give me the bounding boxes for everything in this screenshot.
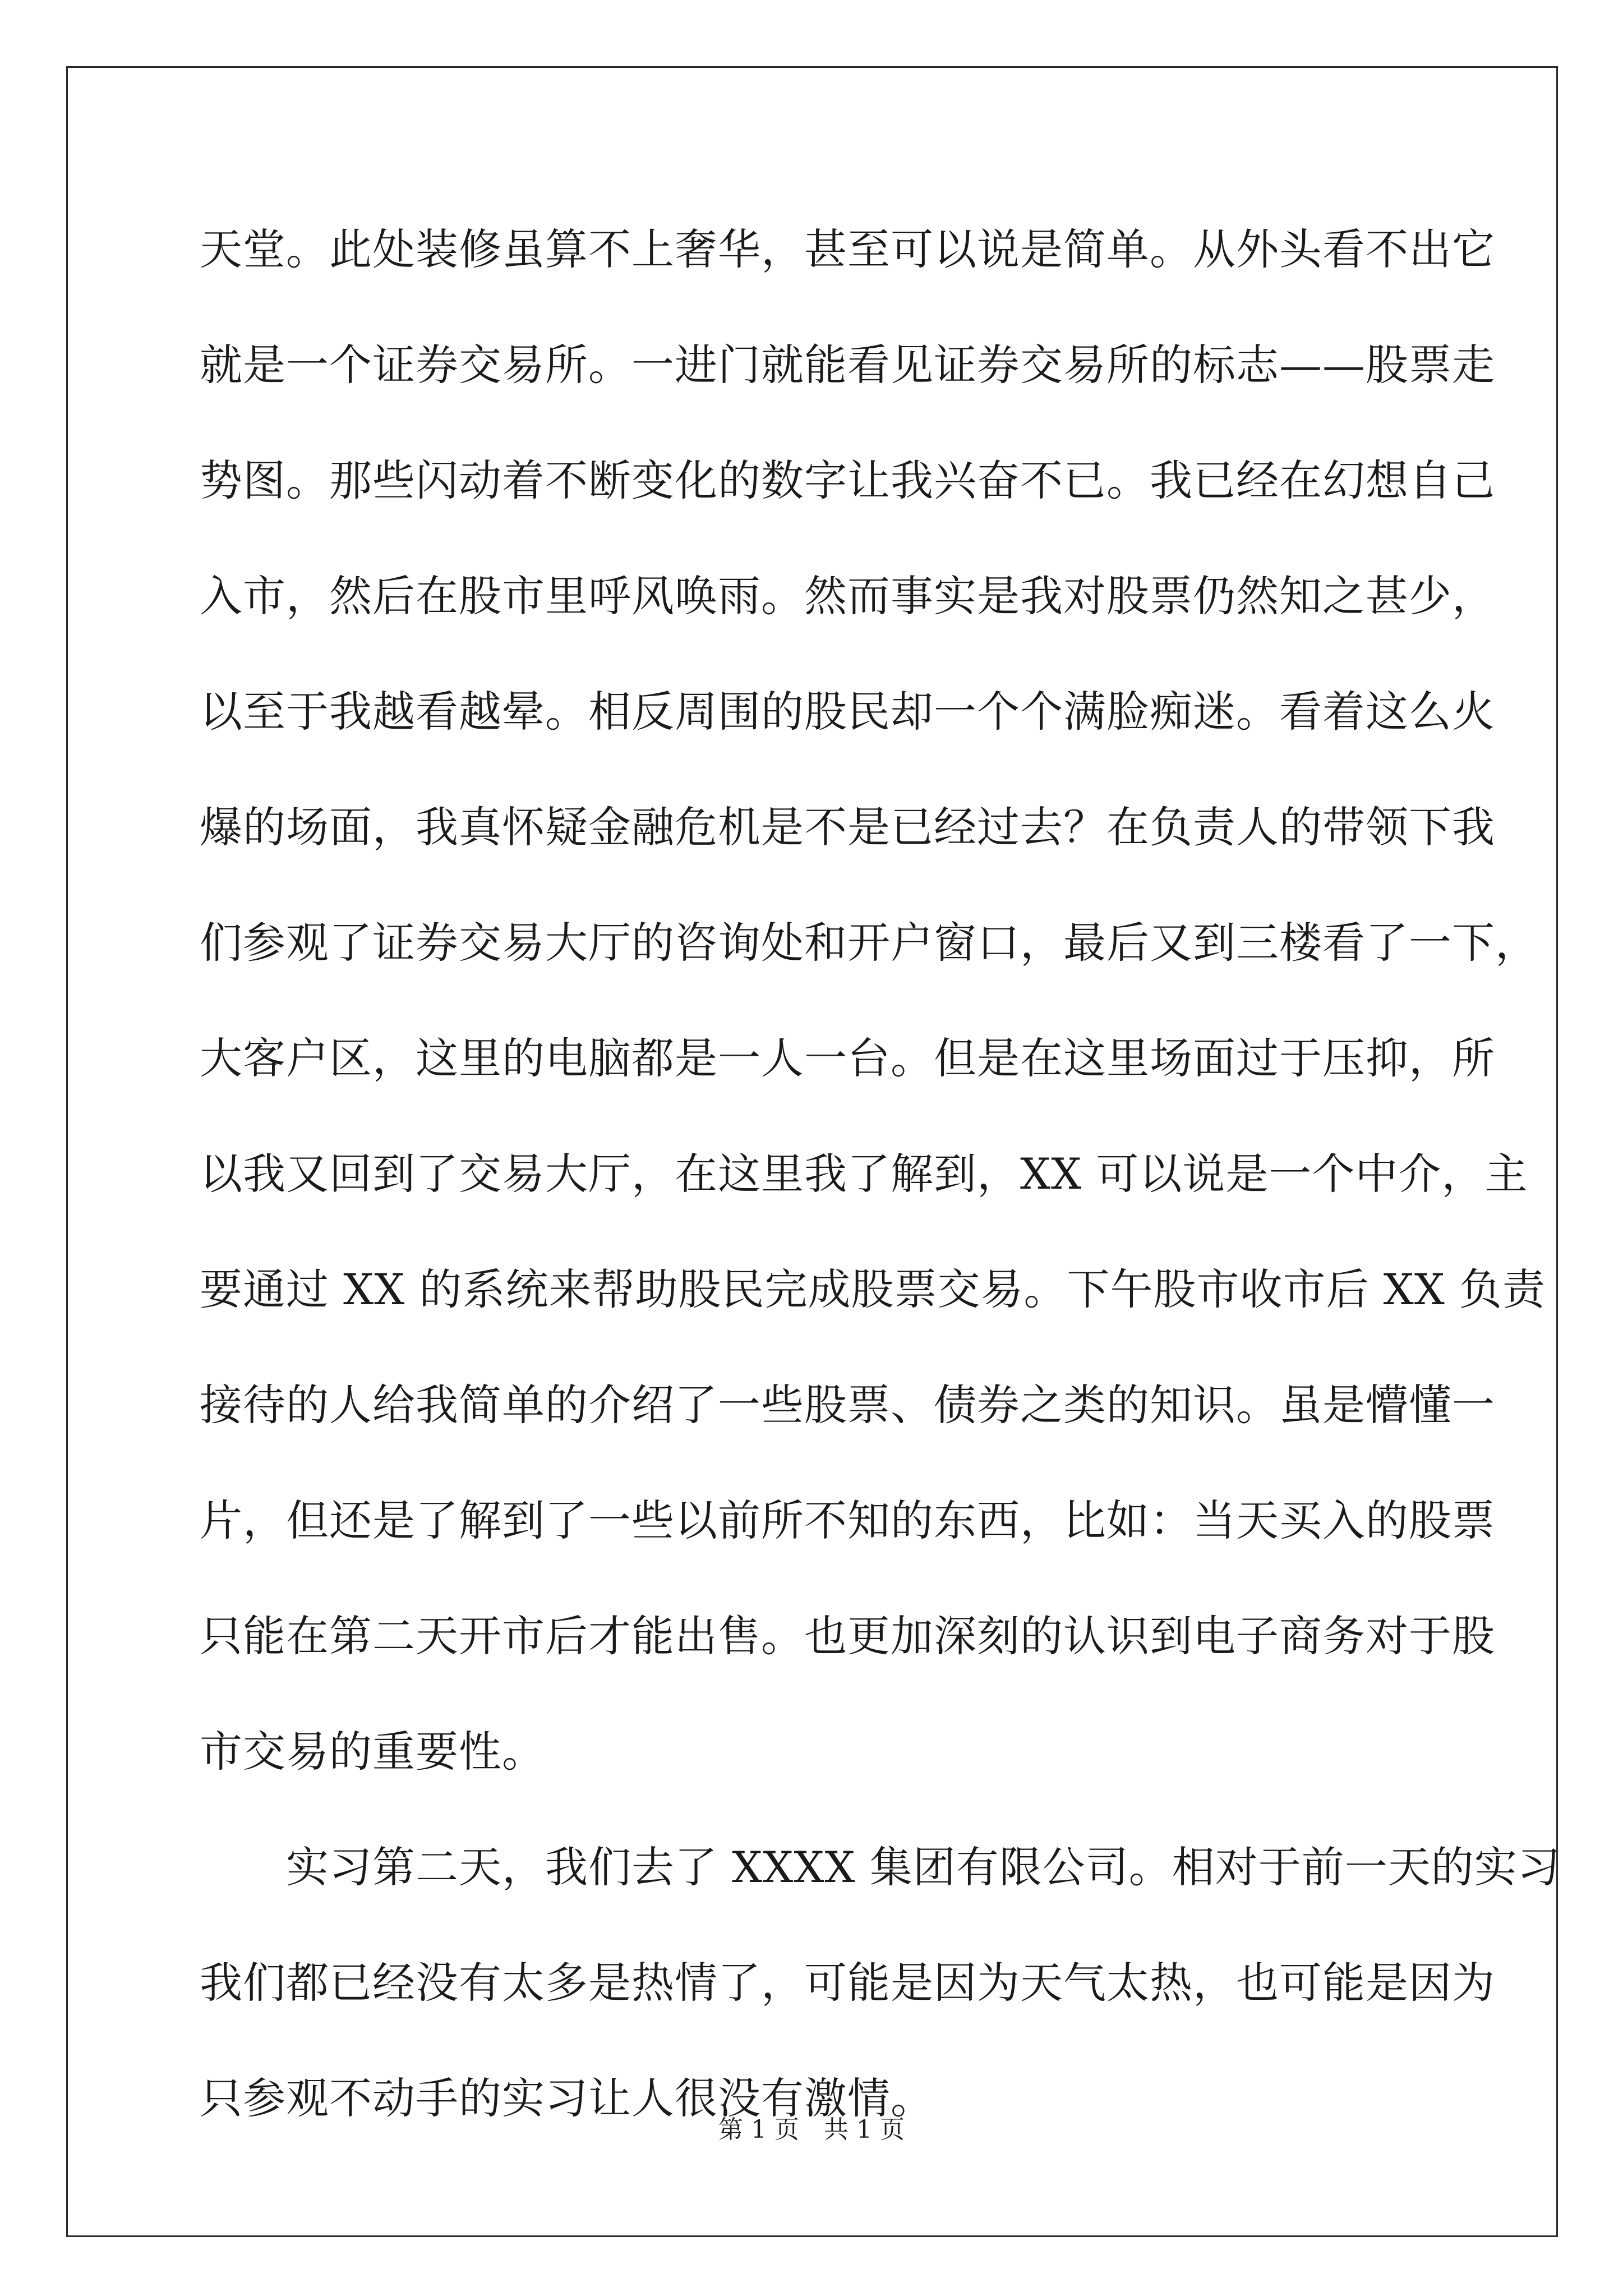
text-line: 以至于我越看越晕。相反周围的股民却一个个满脸痴迷。看着这么火: [200, 687, 1495, 737]
paragraph-start-line: 实习第二天，我们去了 XXXX 集团有限公司。相对于前一天的实习: [200, 1842, 1561, 1892]
document-body: [200, 219, 1561, 2183]
text-line: 市交易的重要性。: [200, 1727, 545, 1777]
text-line: 片，但还是了解到了一些以前所不知的东西，比如：当天买入的股票: [200, 1496, 1495, 1545]
text-line: 接待的人给我简单的介绍了一些股票、债券之类的知识。虽是懵懂一: [200, 1380, 1495, 1430]
text-line: 只能在第二天开市后才能出售。也更加深刻的认识到电子商务对于股: [200, 1611, 1495, 1661]
text-line: 我们都已经没有太多是热情了，可能是因为天气太热，也可能是因为: [200, 1958, 1495, 2008]
text-line: 大客户区，这里的电脑都是一人一台。但是在这里场面过于压抑，所: [200, 1033, 1495, 1083]
text-line: 天堂。此处装修虽算不上奢华，甚至可以说是简单。从外头看不出它: [200, 224, 1495, 274]
page-number-footer: 第 1 页 共 1 页: [718, 2115, 905, 2144]
text-line: 势图。那些闪动着不断变化的数字让我兴奋不已。我已经在幻想自己: [200, 455, 1495, 505]
text-line: 就是一个证券交易所。一进门就能看见证券交易所的标志——股票走: [200, 340, 1495, 390]
text-line: 只参观不动手的实习让人很没有激情。: [200, 2073, 934, 2123]
text-line: 们参观了证券交易大厅的咨询处和开户窗口，最后又到三楼看了一下，: [200, 918, 1538, 968]
text-line: 以我又回到了交易大厅，在这里我了解到，XX 可以说是一个中介，主: [200, 1149, 1528, 1199]
text-line: 入市，然后在股市里呼风唤雨。然而事实是我对股票仍然知之甚少，: [200, 571, 1495, 621]
text-line: 要通过 XX 的系统来帮助股民完成股票交易。下午股市收市后 XX 负责: [200, 1264, 1546, 1314]
text-line: 爆的场面，我真怀疑金融危机是不是已经过去？在负责人的带领下我: [200, 802, 1495, 852]
